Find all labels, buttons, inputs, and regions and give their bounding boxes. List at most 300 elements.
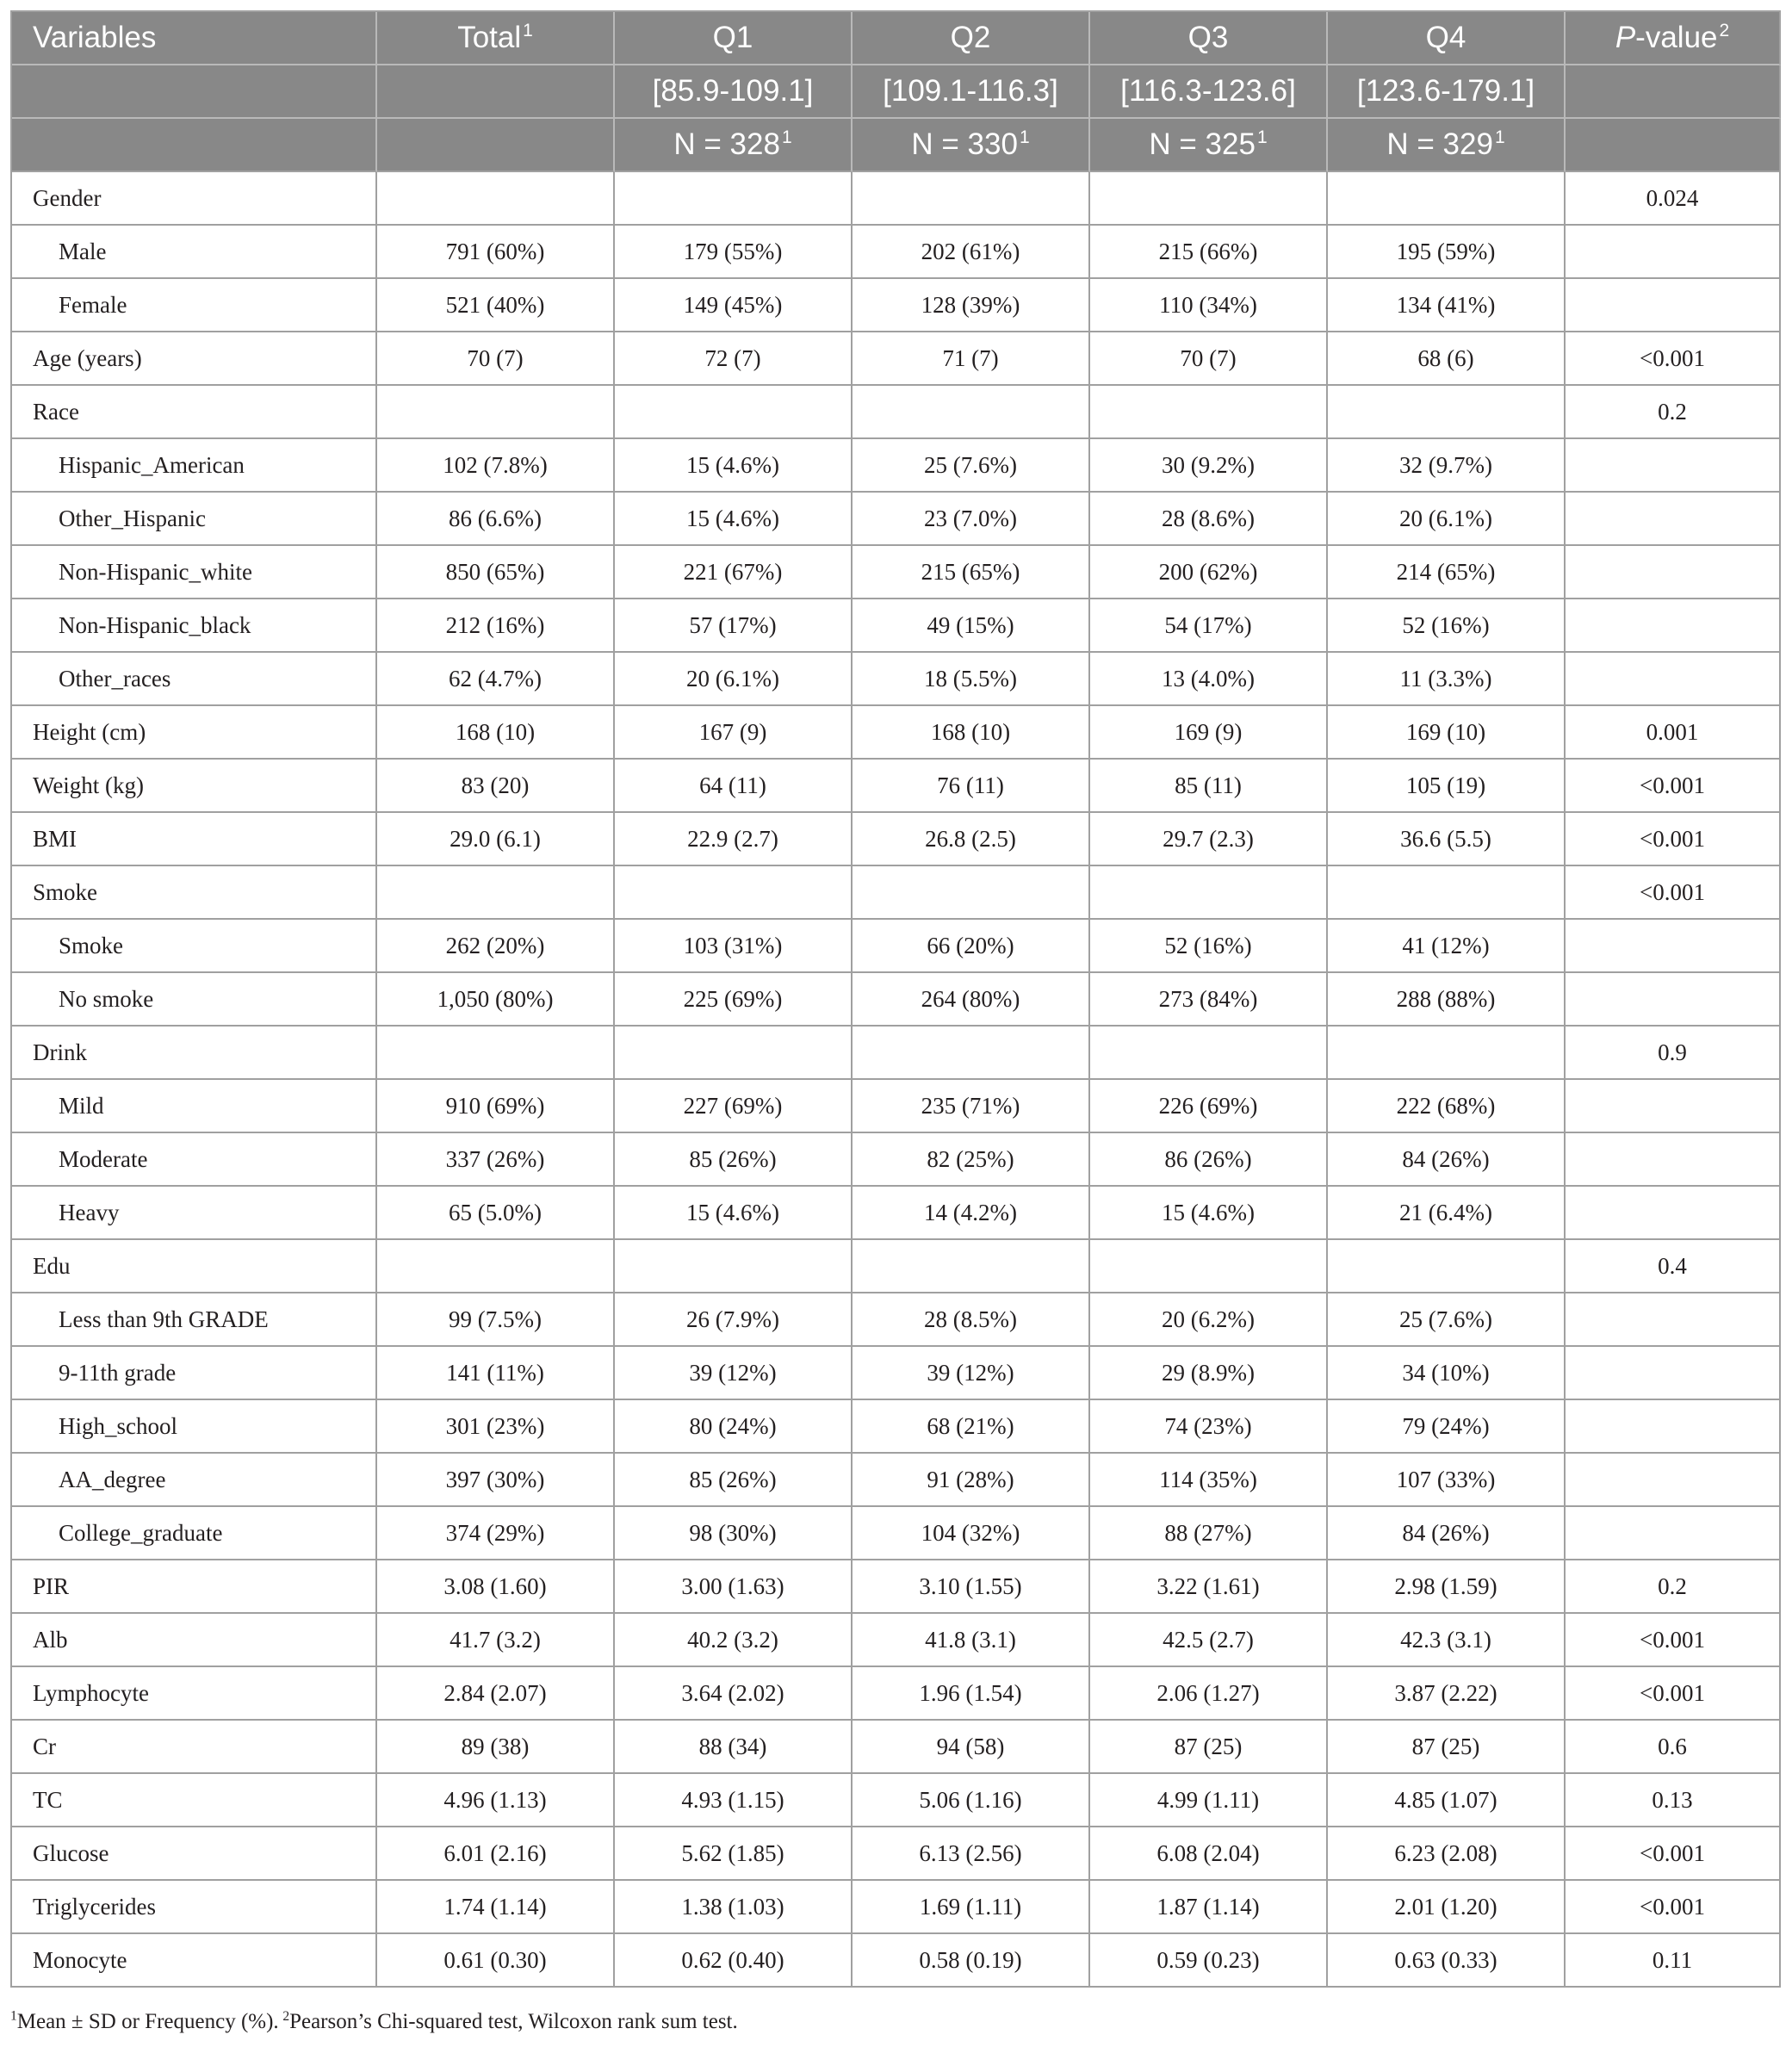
- q4-cell: 11 (3.3%): [1328, 653, 1566, 706]
- table-row: [12, 813, 1781, 866]
- q2-cell: [853, 866, 1090, 920]
- variable-cell: AA_degree: [12, 1454, 377, 1507]
- header-q1-range: [85.9-109.1]: [615, 65, 853, 119]
- q2-cell: 25 (7.6%): [853, 439, 1090, 493]
- q1-cell: 3.64 (2.02): [615, 1667, 853, 1721]
- header-empty-cell: [12, 65, 377, 119]
- header-q3-n: N = 325: [1149, 127, 1256, 161]
- header-q3-count-text: [1149, 127, 1267, 162]
- header-row-ranges: [12, 65, 1781, 119]
- q4-cell: 2.98 (1.59): [1328, 1560, 1566, 1614]
- q3-cell: 20 (6.2%): [1090, 1293, 1328, 1347]
- q4-cell: 6.23 (2.08): [1328, 1827, 1566, 1881]
- p-value-cell: <0.001: [1566, 1827, 1781, 1881]
- q2-cell: 128 (39%): [853, 279, 1090, 332]
- q2-cell: 49 (15%): [853, 599, 1090, 653]
- p-value-cell: [1566, 279, 1781, 332]
- header-total-text: [457, 21, 533, 55]
- q1-cell: 88 (34): [615, 1721, 853, 1774]
- table-row: [12, 1934, 1781, 1988]
- table-row: [12, 1560, 1781, 1614]
- q3-cell: 85 (11): [1090, 760, 1328, 813]
- q1-cell: 0.62 (0.40): [615, 1934, 853, 1988]
- q2-cell: [853, 172, 1090, 226]
- variable-cell: Glucose: [12, 1827, 377, 1881]
- table-row: [12, 1507, 1781, 1560]
- q4-cell: 107 (33%): [1328, 1454, 1566, 1507]
- table-row: [12, 1080, 1781, 1133]
- q2-cell: 264 (80%): [853, 973, 1090, 1027]
- q4-cell: 134 (41%): [1328, 279, 1566, 332]
- q1-cell: [615, 866, 853, 920]
- q2-cell: 66 (20%): [853, 920, 1090, 973]
- variable-cell: Monocyte: [12, 1934, 377, 1988]
- q2-cell: 14 (4.2%): [853, 1187, 1090, 1240]
- q1-cell: 20 (6.1%): [615, 653, 853, 706]
- q2-cell: 3.10 (1.55): [853, 1560, 1090, 1614]
- total-cell: 41.7 (3.2): [377, 1614, 615, 1667]
- variable-cell: Other_Hispanic: [12, 493, 377, 546]
- header-q2-n-footnote-mark: 1: [1019, 127, 1030, 148]
- total-cell: 70 (7): [377, 332, 615, 386]
- q3-cell: 110 (34%): [1090, 279, 1328, 332]
- variable-cell: Moderate: [12, 1133, 377, 1187]
- q2-cell: 76 (11): [853, 760, 1090, 813]
- q4-cell: 41 (12%): [1328, 920, 1566, 973]
- q2-cell: 94 (58): [853, 1721, 1090, 1774]
- q2-cell: 82 (25%): [853, 1133, 1090, 1187]
- header-empty-cell: [12, 119, 377, 172]
- table-row: [12, 866, 1781, 920]
- total-cell: 83 (20): [377, 760, 615, 813]
- q3-cell: 70 (7): [1090, 332, 1328, 386]
- header-q2-count: [853, 119, 1090, 172]
- q3-cell: 0.59 (0.23): [1090, 1934, 1328, 1988]
- header-p-value-label: -value: [1635, 21, 1718, 54]
- p-value-cell: [1566, 1133, 1781, 1187]
- q3-cell: 87 (25): [1090, 1721, 1328, 1774]
- q2-cell: 168 (10): [853, 706, 1090, 760]
- q1-cell: 167 (9): [615, 706, 853, 760]
- q1-cell: 4.93 (1.15): [615, 1774, 853, 1827]
- q1-cell: 98 (30%): [615, 1507, 853, 1560]
- q3-cell: 74 (23%): [1090, 1400, 1328, 1454]
- q1-cell: 80 (24%): [615, 1400, 853, 1454]
- q4-cell: [1328, 1027, 1566, 1080]
- total-cell: [377, 1240, 615, 1293]
- variable-cell: Non-Hispanic_white: [12, 546, 377, 599]
- table-row: [12, 1614, 1781, 1667]
- q4-cell: 84 (26%): [1328, 1133, 1566, 1187]
- q2-cell: 41.8 (3.1): [853, 1614, 1090, 1667]
- total-cell: 102 (7.8%): [377, 439, 615, 493]
- total-cell: 1,050 (80%): [377, 973, 615, 1027]
- q1-cell: [615, 172, 853, 226]
- q2-cell: [853, 1240, 1090, 1293]
- variable-cell: TC: [12, 1774, 377, 1827]
- q4-cell: [1328, 172, 1566, 226]
- q2-cell: 104 (32%): [853, 1507, 1090, 1560]
- variable-cell: Less than 9th GRADE: [12, 1293, 377, 1347]
- q3-cell: 28 (8.6%): [1090, 493, 1328, 546]
- header-q4-count-text: [1386, 127, 1504, 162]
- variable-cell: Drink: [12, 1027, 377, 1080]
- q3-cell: 15 (4.6%): [1090, 1187, 1328, 1240]
- p-value-cell: <0.001: [1566, 813, 1781, 866]
- q3-cell: 42.5 (2.7): [1090, 1614, 1328, 1667]
- total-cell: 0.61 (0.30): [377, 1934, 615, 1988]
- q1-cell: 15 (4.6%): [615, 493, 853, 546]
- total-cell: 1.74 (1.14): [377, 1881, 615, 1934]
- q2-cell: 5.06 (1.16): [853, 1774, 1090, 1827]
- footnote: [10, 2007, 738, 2038]
- q4-cell: 105 (19): [1328, 760, 1566, 813]
- variable-cell: High_school: [12, 1400, 377, 1454]
- table-row: [12, 599, 1781, 653]
- p-value-cell: 0.4: [1566, 1240, 1781, 1293]
- header-row-counts: [12, 119, 1781, 172]
- p-value-cell: 0.11: [1566, 1934, 1781, 1988]
- header-q3-count: [1090, 119, 1328, 172]
- q4-cell: 169 (10): [1328, 706, 1566, 760]
- total-cell: 89 (38): [377, 1721, 615, 1774]
- variable-cell: Cr: [12, 1721, 377, 1774]
- p-value-cell: 0.13: [1566, 1774, 1781, 1827]
- q2-cell: 39 (12%): [853, 1347, 1090, 1400]
- q2-cell: 0.58 (0.19): [853, 1934, 1090, 1988]
- table-row: [12, 1133, 1781, 1187]
- q3-cell: 6.08 (2.04): [1090, 1827, 1328, 1881]
- p-value-cell: [1566, 493, 1781, 546]
- q3-cell: 273 (84%): [1090, 973, 1328, 1027]
- q4-cell: 222 (68%): [1328, 1080, 1566, 1133]
- q2-cell: 23 (7.0%): [853, 493, 1090, 546]
- q1-cell: 225 (69%): [615, 973, 853, 1027]
- q3-cell: 4.99 (1.11): [1090, 1774, 1328, 1827]
- q4-cell: 84 (26%): [1328, 1507, 1566, 1560]
- header-variables: Variables: [12, 12, 377, 65]
- table-row: [12, 1187, 1781, 1240]
- table-row: [12, 1400, 1781, 1454]
- total-cell: 29.0 (6.1): [377, 813, 615, 866]
- q1-cell: 1.38 (1.03): [615, 1881, 853, 1934]
- p-value-cell: [1566, 226, 1781, 279]
- q2-cell: [853, 386, 1090, 439]
- q1-cell: [615, 1240, 853, 1293]
- total-cell: 397 (30%): [377, 1454, 615, 1507]
- q4-cell: [1328, 866, 1566, 920]
- table-header: [12, 12, 1781, 172]
- q1-cell: 5.62 (1.85): [615, 1827, 853, 1881]
- total-cell: [377, 866, 615, 920]
- q2-cell: 68 (21%): [853, 1400, 1090, 1454]
- header-p-value-text: [1615, 21, 1729, 55]
- total-cell: 262 (20%): [377, 920, 615, 973]
- q4-cell: 25 (7.6%): [1328, 1293, 1566, 1347]
- q3-cell: 88 (27%): [1090, 1507, 1328, 1560]
- variable-cell: Lymphocyte: [12, 1667, 377, 1721]
- table-row: [12, 172, 1781, 226]
- q3-cell: 54 (17%): [1090, 599, 1328, 653]
- total-cell: 521 (40%): [377, 279, 615, 332]
- variable-cell: Heavy: [12, 1187, 377, 1240]
- table-row: [12, 493, 1781, 546]
- q3-cell: 169 (9): [1090, 706, 1328, 760]
- table-row: [12, 279, 1781, 332]
- q3-cell: 30 (9.2%): [1090, 439, 1328, 493]
- total-cell: 62 (4.7%): [377, 653, 615, 706]
- total-cell: 212 (16%): [377, 599, 615, 653]
- variable-cell: Race: [12, 386, 377, 439]
- q3-cell: 52 (16%): [1090, 920, 1328, 973]
- data-table: [10, 10, 1781, 1988]
- table-row: [12, 546, 1781, 599]
- p-value-cell: [1566, 1400, 1781, 1454]
- table-row: [12, 1774, 1781, 1827]
- header-q4: Q4: [1328, 12, 1566, 65]
- header-p-value-italic: P: [1615, 21, 1636, 54]
- total-cell: [377, 172, 615, 226]
- p-value-cell: [1566, 546, 1781, 599]
- header-q1-count-text: [673, 127, 791, 162]
- total-cell: 99 (7.5%): [377, 1293, 615, 1347]
- q2-cell: 1.69 (1.11): [853, 1881, 1090, 1934]
- q3-cell: 114 (35%): [1090, 1454, 1328, 1507]
- variable-cell: College_graduate: [12, 1507, 377, 1560]
- q4-cell: 0.63 (0.33): [1328, 1934, 1566, 1988]
- variable-cell: Female: [12, 279, 377, 332]
- footnote-mark-1: 1: [10, 2008, 17, 2024]
- p-value-cell: <0.001: [1566, 760, 1781, 813]
- variable-cell: No smoke: [12, 973, 377, 1027]
- p-value-cell: <0.001: [1566, 866, 1781, 920]
- footnote-text-1: Mean ± SD or Frequency (%).: [16, 2010, 279, 2033]
- total-cell: 141 (11%): [377, 1347, 615, 1400]
- header-total-footnote-mark: 1: [523, 21, 533, 41]
- q1-cell: 64 (11): [615, 760, 853, 813]
- p-value-cell: <0.001: [1566, 1614, 1781, 1667]
- table-row: [12, 332, 1781, 386]
- total-cell: 168 (10): [377, 706, 615, 760]
- table-row: [12, 760, 1781, 813]
- p-value-cell: <0.001: [1566, 1881, 1781, 1934]
- q2-cell: 18 (5.5%): [853, 653, 1090, 706]
- q1-cell: 149 (45%): [615, 279, 853, 332]
- table-row: [12, 653, 1781, 706]
- header-q2-n: N = 330: [911, 127, 1018, 161]
- table-row: [12, 1827, 1781, 1881]
- q1-cell: 40.2 (3.2): [615, 1614, 853, 1667]
- header-empty-cell: [1566, 119, 1781, 172]
- variable-cell: Smoke: [12, 920, 377, 973]
- q3-cell: 13 (4.0%): [1090, 653, 1328, 706]
- q1-cell: 15 (4.6%): [615, 439, 853, 493]
- header-q4-n-footnote-mark: 1: [1494, 127, 1505, 148]
- p-value-cell: [1566, 973, 1781, 1027]
- table-row: [12, 1027, 1781, 1080]
- q2-cell: [853, 1027, 1090, 1080]
- table-row: [12, 1721, 1781, 1774]
- p-value-cell: [1566, 1187, 1781, 1240]
- table-row: [12, 439, 1781, 493]
- q3-cell: 29 (8.9%): [1090, 1347, 1328, 1400]
- header-q1: Q1: [615, 12, 853, 65]
- q1-cell: 57 (17%): [615, 599, 853, 653]
- q4-cell: [1328, 1240, 1566, 1293]
- total-cell: [377, 386, 615, 439]
- total-cell: 3.08 (1.60): [377, 1560, 615, 1614]
- q1-cell: [615, 1027, 853, 1080]
- q1-cell: 26 (7.9%): [615, 1293, 853, 1347]
- q4-cell: 36.6 (5.5): [1328, 813, 1566, 866]
- total-cell: 850 (65%): [377, 546, 615, 599]
- q1-cell: 221 (67%): [615, 546, 853, 599]
- q4-cell: 68 (6): [1328, 332, 1566, 386]
- p-value-cell: <0.001: [1566, 1667, 1781, 1721]
- variable-cell: Edu: [12, 1240, 377, 1293]
- variable-cell: Triglycerides: [12, 1881, 377, 1934]
- variable-cell: Gender: [12, 172, 377, 226]
- q1-cell: [615, 386, 853, 439]
- header-p-value: [1566, 12, 1781, 65]
- q4-cell: 32 (9.7%): [1328, 439, 1566, 493]
- q3-cell: [1090, 1027, 1328, 1080]
- q4-cell: 288 (88%): [1328, 973, 1566, 1027]
- q3-cell: 226 (69%): [1090, 1080, 1328, 1133]
- header-empty-cell: [377, 119, 615, 172]
- table-row: [12, 386, 1781, 439]
- variable-cell: Mild: [12, 1080, 377, 1133]
- footnote-text-2: Pearson’s Chi-squared test, Wilcoxon rank sum test.: [289, 2010, 738, 2033]
- header-empty-cell: [377, 65, 615, 119]
- header-q2: Q2: [853, 12, 1090, 65]
- footnote-mark-2: 2: [282, 2008, 290, 2024]
- total-cell: 65 (5.0%): [377, 1187, 615, 1240]
- total-cell: 2.84 (2.07): [377, 1667, 615, 1721]
- p-value-cell: [1566, 439, 1781, 493]
- q3-cell: 2.06 (1.27): [1090, 1667, 1328, 1721]
- table-row: [12, 1347, 1781, 1400]
- q2-cell: 202 (61%): [853, 226, 1090, 279]
- header-q3: Q3: [1090, 12, 1328, 65]
- q2-cell: 91 (28%): [853, 1454, 1090, 1507]
- q1-cell: 85 (26%): [615, 1454, 853, 1507]
- variable-cell: Non-Hispanic_black: [12, 599, 377, 653]
- header-total-label: Total: [457, 21, 522, 54]
- q4-cell: 42.3 (3.1): [1328, 1614, 1566, 1667]
- p-value-cell: [1566, 1507, 1781, 1560]
- p-value-cell: [1566, 653, 1781, 706]
- q1-cell: 39 (12%): [615, 1347, 853, 1400]
- header-p-value-footnote-mark: 2: [1719, 21, 1730, 41]
- table-row: [12, 1667, 1781, 1721]
- header-q1-n-footnote-mark: 1: [781, 127, 792, 148]
- p-value-cell: 0.2: [1566, 386, 1781, 439]
- total-cell: 6.01 (2.16): [377, 1827, 615, 1881]
- q4-cell: 52 (16%): [1328, 599, 1566, 653]
- table-row: [12, 1454, 1781, 1507]
- variable-cell: Smoke: [12, 866, 377, 920]
- p-value-cell: <0.001: [1566, 332, 1781, 386]
- table-row: [12, 226, 1781, 279]
- q2-cell: 6.13 (2.56): [853, 1827, 1090, 1881]
- table-row: [12, 920, 1781, 973]
- total-cell: 791 (60%): [377, 226, 615, 279]
- variable-cell: Male: [12, 226, 377, 279]
- table-row: [12, 973, 1781, 1027]
- q1-cell: 15 (4.6%): [615, 1187, 853, 1240]
- p-value-cell: 0.2: [1566, 1560, 1781, 1614]
- total-cell: 910 (69%): [377, 1080, 615, 1133]
- p-value-cell: 0.001: [1566, 706, 1781, 760]
- header-q1-count: [615, 119, 853, 172]
- total-cell: 374 (29%): [377, 1507, 615, 1560]
- header-q2-count-text: [911, 127, 1029, 162]
- q4-cell: 79 (24%): [1328, 1400, 1566, 1454]
- header-q3-n-footnote-mark: 1: [1256, 127, 1268, 148]
- header-q4-count: [1328, 119, 1566, 172]
- q3-cell: [1090, 386, 1328, 439]
- q1-cell: 72 (7): [615, 332, 853, 386]
- table-row: [12, 1240, 1781, 1293]
- q2-cell: 1.96 (1.54): [853, 1667, 1090, 1721]
- p-value-cell: [1566, 1454, 1781, 1507]
- q4-cell: 34 (10%): [1328, 1347, 1566, 1400]
- q4-cell: [1328, 386, 1566, 439]
- header-q1-n: N = 328: [673, 127, 780, 161]
- total-cell: 337 (26%): [377, 1133, 615, 1187]
- q4-cell: 214 (65%): [1328, 546, 1566, 599]
- q2-cell: 26.8 (2.5): [853, 813, 1090, 866]
- total-cell: 86 (6.6%): [377, 493, 615, 546]
- variable-cell: Other_races: [12, 653, 377, 706]
- header-q2-range: [109.1-116.3]: [853, 65, 1090, 119]
- table-row: [12, 1293, 1781, 1347]
- p-value-cell: 0.9: [1566, 1027, 1781, 1080]
- q3-cell: [1090, 866, 1328, 920]
- header-row-labels: [12, 12, 1781, 65]
- q3-cell: [1090, 172, 1328, 226]
- q4-cell: 4.85 (1.07): [1328, 1774, 1566, 1827]
- total-cell: [377, 1027, 615, 1080]
- variable-cell: Weight (kg): [12, 760, 377, 813]
- q1-cell: 103 (31%): [615, 920, 853, 973]
- q2-cell: 215 (65%): [853, 546, 1090, 599]
- q1-cell: 85 (26%): [615, 1133, 853, 1187]
- p-value-cell: 0.6: [1566, 1721, 1781, 1774]
- q3-cell: [1090, 1240, 1328, 1293]
- variable-cell: Hispanic_American: [12, 439, 377, 493]
- q3-cell: 200 (62%): [1090, 546, 1328, 599]
- variable-cell: Alb: [12, 1614, 377, 1667]
- p-value-cell: [1566, 1080, 1781, 1133]
- variable-cell: 9-11th grade: [12, 1347, 377, 1400]
- total-cell: 301 (23%): [377, 1400, 615, 1454]
- q3-cell: 215 (66%): [1090, 226, 1328, 279]
- q3-cell: 29.7 (2.3): [1090, 813, 1328, 866]
- p-value-cell: [1566, 1347, 1781, 1400]
- p-value-cell: [1566, 1293, 1781, 1347]
- table-body: [12, 172, 1781, 1988]
- header-q4-n: N = 329: [1386, 127, 1493, 161]
- q4-cell: 2.01 (1.20): [1328, 1881, 1566, 1934]
- total-cell: 4.96 (1.13): [377, 1774, 615, 1827]
- q4-cell: 87 (25): [1328, 1721, 1566, 1774]
- p-value-cell: 0.024: [1566, 172, 1781, 226]
- q3-cell: 86 (26%): [1090, 1133, 1328, 1187]
- variable-cell: PIR: [12, 1560, 377, 1614]
- q3-cell: 1.87 (1.14): [1090, 1881, 1328, 1934]
